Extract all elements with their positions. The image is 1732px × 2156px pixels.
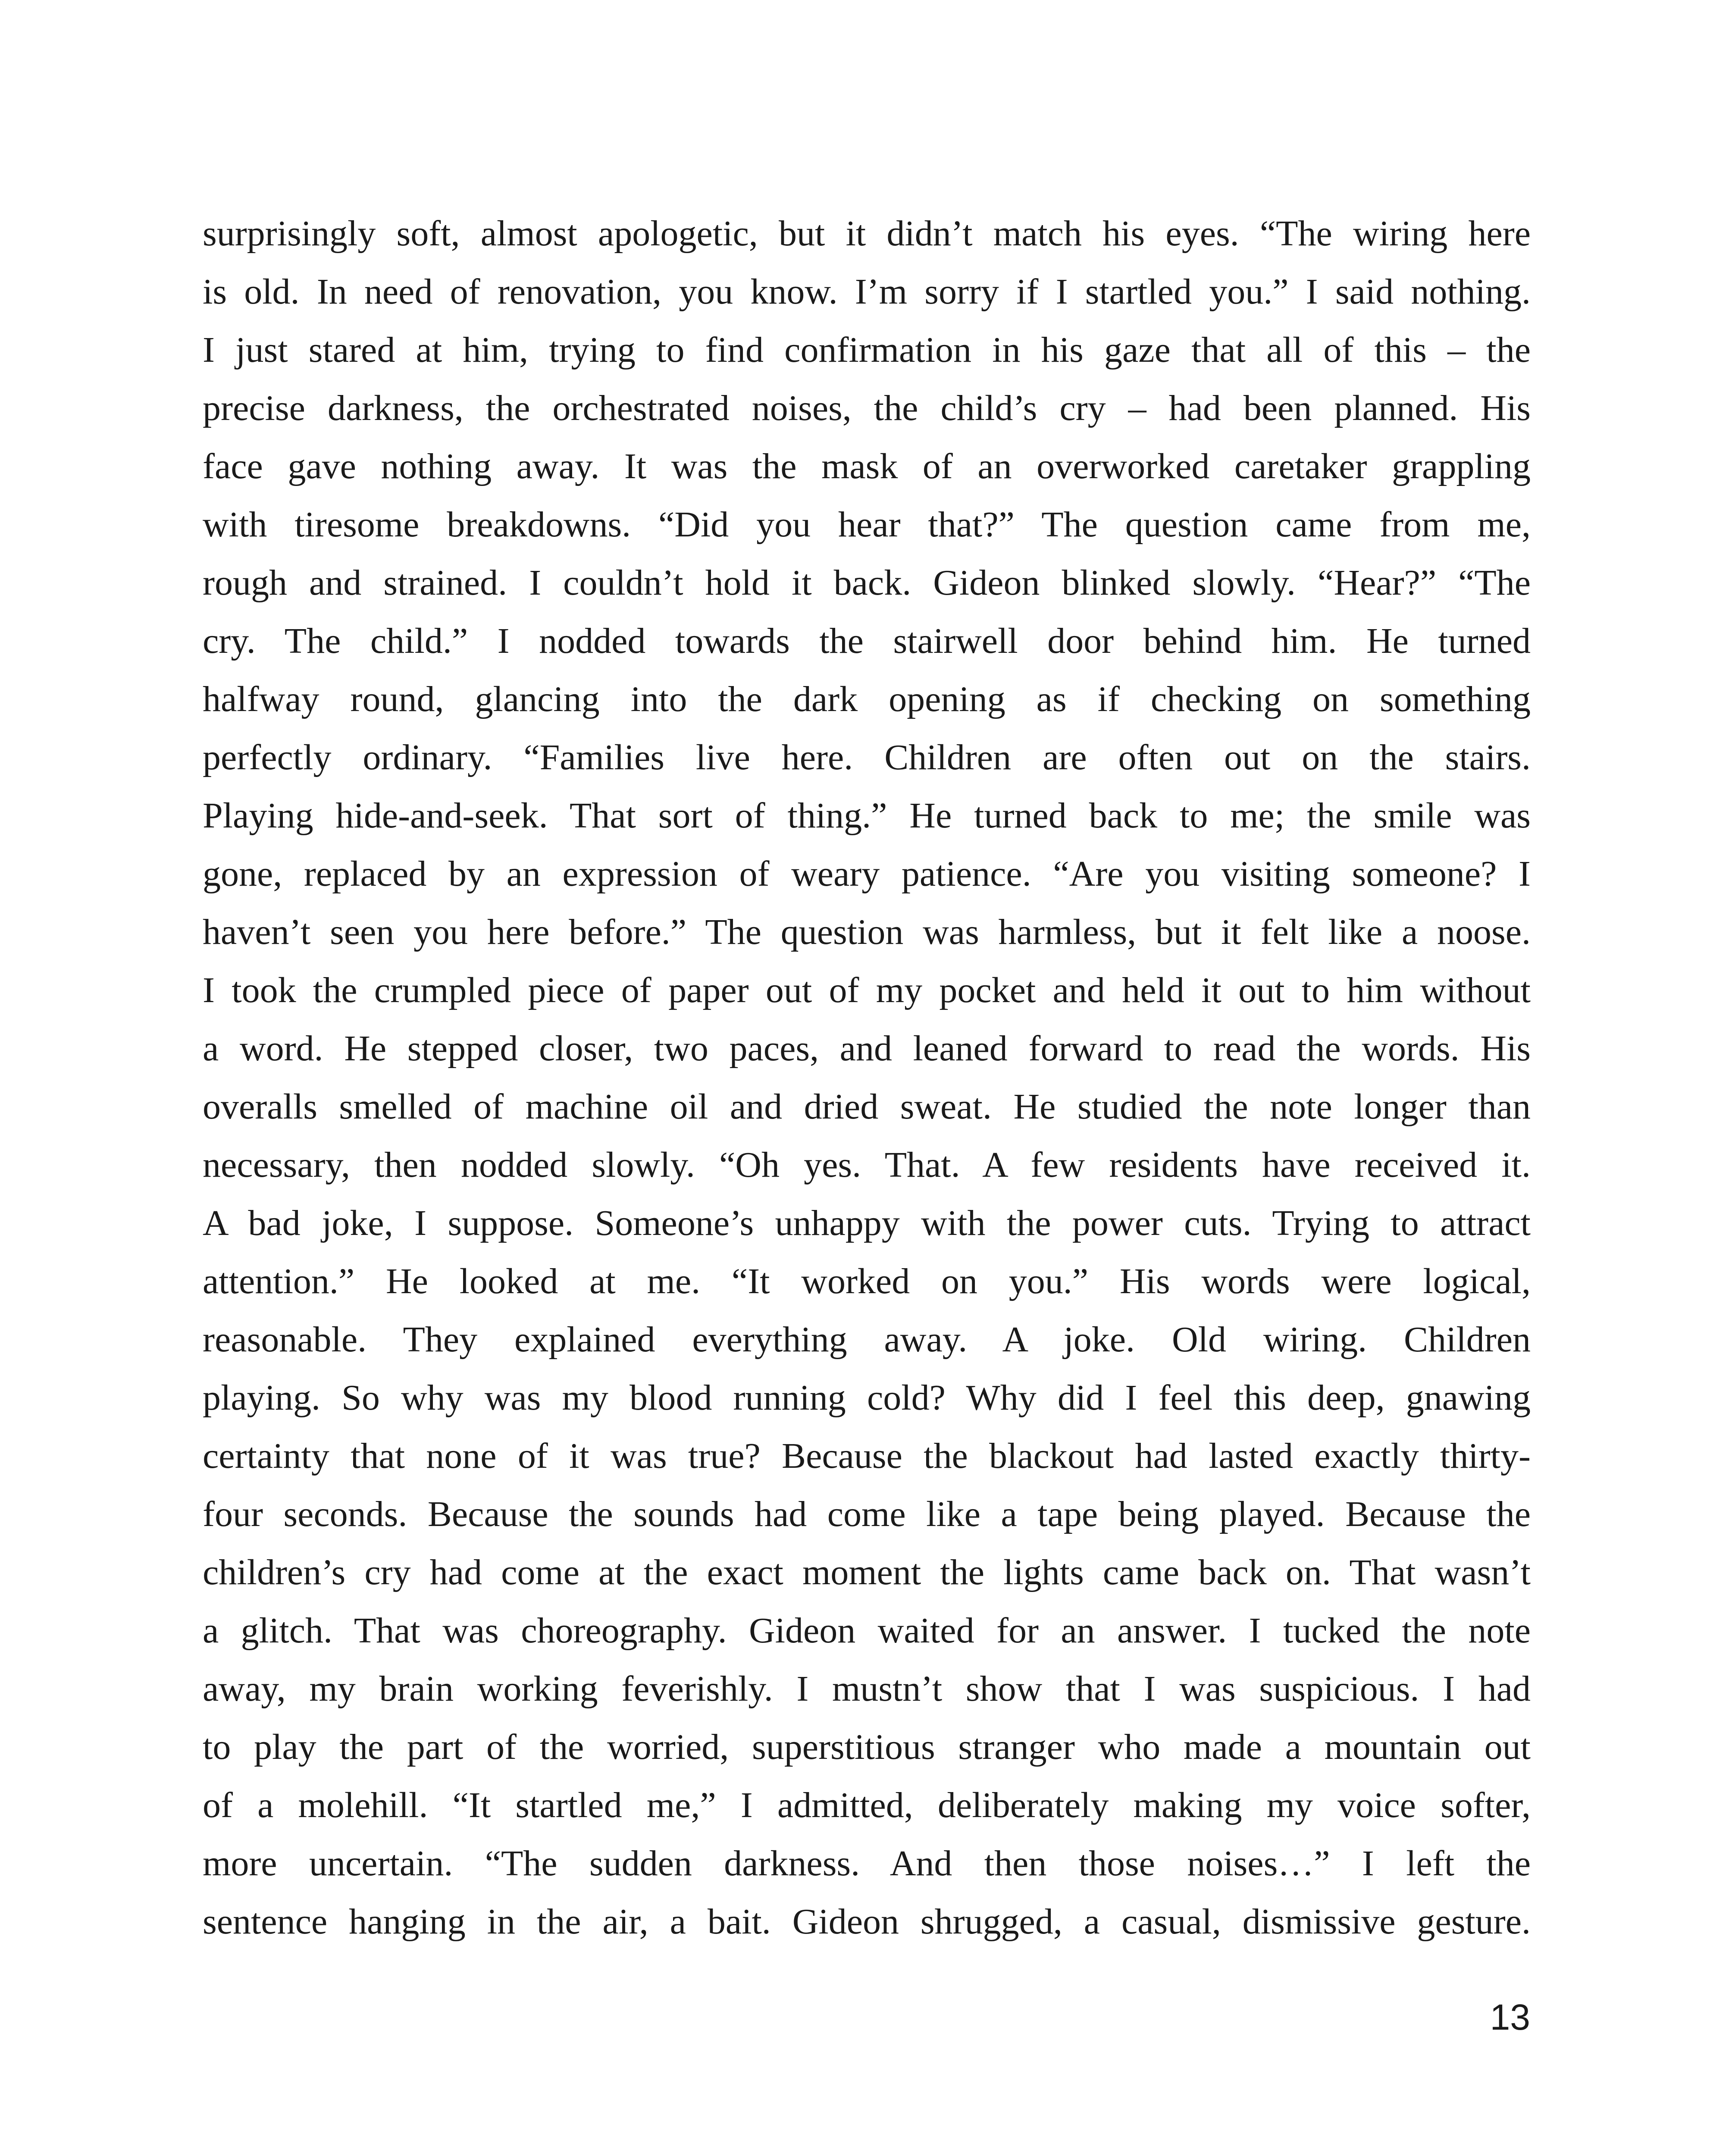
- text-line: A bad joke, I suppose. Someone’s unhappy with the power cuts. Trying to attract: [203, 1203, 1531, 1243]
- text-line: with tiresome breakdowns. “Did you hear that?” The question came from me,: [203, 505, 1531, 545]
- text-line: more uncertain. “The sudden darkness. And then those noises…” I left the: [203, 1843, 1531, 1883]
- text-line: cry. The child.” I nodded towards the stairwell door behind him. He turned: [203, 621, 1531, 661]
- text-line: playing. So why was my blood running cold? Why did I feel this deep, gnawing: [203, 1378, 1531, 1418]
- text-line: I took the crumpled piece of paper out of my pocket and held it out to him without: [203, 970, 1531, 1010]
- text-line: overalls smelled of machine oil and dried sweat. He studied the note longer than: [203, 1087, 1531, 1127]
- text-line: precise darkness, the orchestrated noises, the child’s cry – had been planned. His: [203, 388, 1531, 428]
- page-number: 13: [1490, 1997, 1530, 2037]
- text-line: rough and strained. I couldn’t hold it back. Gideon blinked slowly. “Hear?” “The: [203, 563, 1531, 603]
- text-line: to play the part of the worried, superstitious stranger who made a mountain out: [203, 1727, 1531, 1767]
- text-line: is old. In need of renovation, you know. I’m sorry if I startled you.” I said nothing.: [203, 272, 1531, 312]
- text-line: haven’t seen you here before.” The question was harmless, but it felt like a noose.: [203, 912, 1531, 952]
- text-line: necessary, then nodded slowly. “Oh yes. That. A few residents have received it.: [203, 1145, 1531, 1185]
- text-line: attention.” He looked at me. “It worked on you.” His words were logical,: [203, 1261, 1531, 1301]
- text-line: of a molehill. “It startled me,” I admitted, deliberately making my voice softer,: [203, 1785, 1531, 1825]
- text-line: Playing hide-and-seek. That sort of thing.” He turned back to me; the smile was: [203, 796, 1531, 836]
- text-line: reasonable. They explained everything away. A joke. Old wiring. Children: [203, 1319, 1531, 1360]
- body-text: [203, 204, 1531, 1951]
- text-line: halfway round, glancing into the dark opening as if checking on something: [203, 679, 1531, 719]
- text-line: away, my brain working feverishly. I mustn’t show that I was suspicious. I had: [203, 1669, 1531, 1709]
- text-line: I just stared at him, trying to find confirmation in his gaze that all of this – the: [203, 330, 1531, 370]
- text-line: a glitch. That was choreography. Gideon waited for an answer. I tucked the note: [203, 1611, 1531, 1651]
- text-line: sentence hanging in the air, a bait. Gideon shrugged, a casual, dismissive gesture.: [203, 1902, 1531, 1942]
- text-line: gone, replaced by an expression of weary patience. “Are you visiting someone? I: [203, 854, 1531, 894]
- text-line: perfectly ordinary. “Families live here. Children are often out on the stairs.: [203, 737, 1531, 777]
- text-line: children’s cry had come at the exact moment the lights came back on. That wasn’t: [203, 1552, 1531, 1592]
- text-line: surprisingly soft, almost apologetic, but it didn’t match his eyes. “The wiring here: [203, 213, 1531, 254]
- text-line: face gave nothing away. It was the mask of an overworked caretaker grappling: [203, 446, 1531, 486]
- text-line: four seconds. Because the sounds had come like a tape being played. Because the: [203, 1494, 1531, 1534]
- text-line: a word. He stepped closer, two paces, and leaned forward to read the words. His: [203, 1028, 1531, 1069]
- text-line: certainty that none of it was true? Because the blackout had lasted exactly thirty-: [203, 1436, 1531, 1476]
